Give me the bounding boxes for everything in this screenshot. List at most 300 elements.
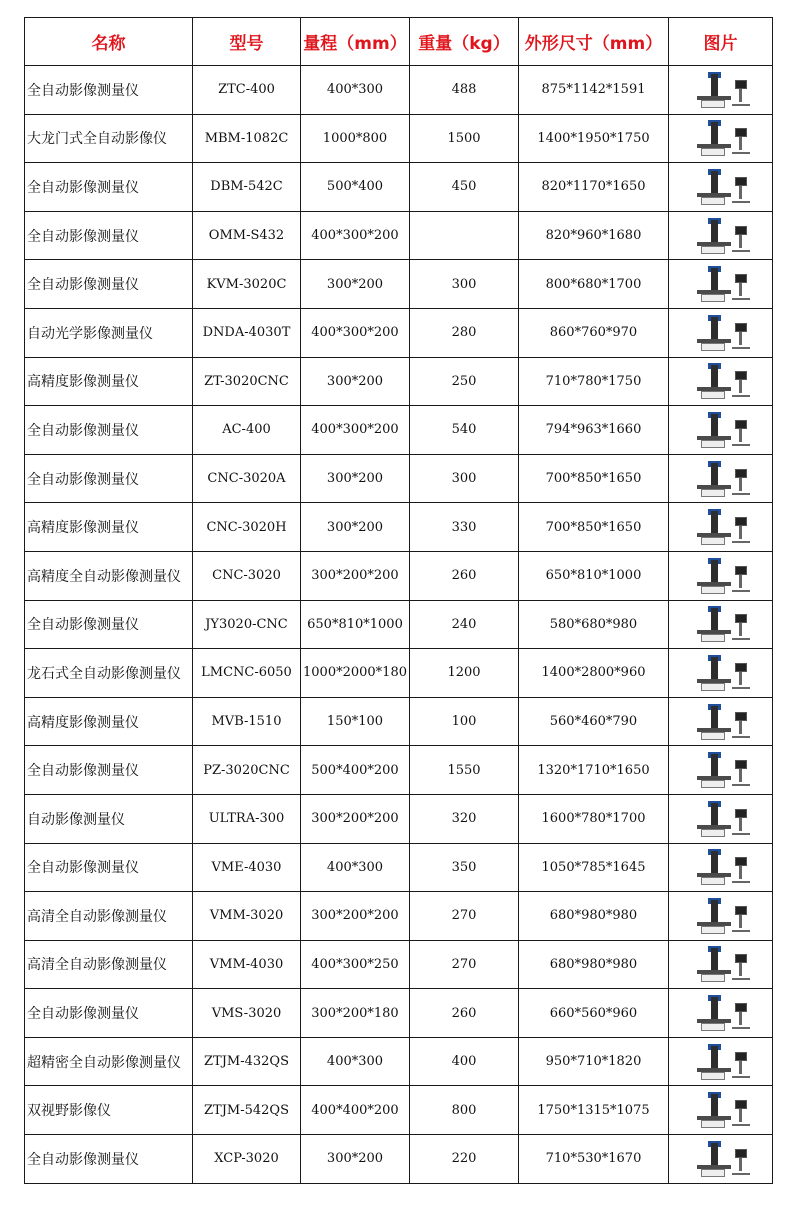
machine-legs <box>732 784 750 786</box>
machine-stand <box>739 235 742 248</box>
product-image-cell <box>669 1037 773 1086</box>
measuring-machine-icon <box>689 1139 753 1179</box>
dimensions: 1320*1710*1650 <box>519 746 669 795</box>
header-model: 型号 <box>193 18 301 66</box>
measuring-range: 300*200 <box>301 503 410 552</box>
machine-column <box>711 317 718 339</box>
machine-monitor <box>735 469 747 478</box>
machine-legs <box>732 590 750 592</box>
product-name: 全自动影像测量仪 <box>25 211 193 260</box>
machine-legs <box>732 736 750 738</box>
dimensions: 1400*1950*1750 <box>519 114 669 163</box>
machine-monitor <box>735 1100 747 1109</box>
machine-body <box>701 1023 725 1031</box>
weight-value: 250 <box>410 357 519 406</box>
measuring-range: 400*300*200 <box>301 308 410 357</box>
model-number: AC-400 <box>193 406 301 455</box>
product-name: 自动影像测量仪 <box>25 794 193 843</box>
machine-legs <box>732 1173 750 1175</box>
product-name: 大龙门式全自动影像仪 <box>25 114 193 163</box>
table-row <box>25 600 773 649</box>
product-name: 全自动影像测量仪 <box>25 600 193 649</box>
measuring-machine-icon <box>689 604 753 644</box>
measuring-machine-icon <box>689 70 753 110</box>
dimensions: 800*680*1700 <box>519 260 669 309</box>
machine-column <box>711 803 718 825</box>
machine-stand <box>739 429 742 442</box>
weight-value: 1200 <box>410 649 519 698</box>
product-image-cell <box>669 406 773 455</box>
model-number: VMM-3020 <box>193 892 301 941</box>
product-image-cell <box>669 211 773 260</box>
machine-monitor <box>735 712 747 721</box>
machine-body <box>701 634 725 642</box>
table-row <box>25 1086 773 1135</box>
machine-monitor <box>735 954 747 963</box>
machine-stand <box>739 623 742 636</box>
measuring-machine-icon <box>689 118 753 158</box>
product-image-cell <box>669 989 773 1038</box>
measuring-machine-icon <box>689 993 753 1033</box>
weight-value <box>410 211 519 260</box>
machine-column <box>711 948 718 970</box>
product-name: 超精密全自动影像测量仪 <box>25 1037 193 1086</box>
measuring-range: 150*100 <box>301 697 410 746</box>
weight-value: 450 <box>410 163 519 212</box>
weight-value: 1500 <box>410 114 519 163</box>
product-name: 高精度影像测量仪 <box>25 357 193 406</box>
table-row <box>25 794 773 843</box>
dimensions: 580*680*980 <box>519 600 669 649</box>
table-body <box>25 66 773 1184</box>
header-size: 外形尺寸（mm） <box>519 18 669 66</box>
machine-column <box>711 900 718 922</box>
machine-body <box>701 1120 725 1128</box>
product-name: 全自动影像测量仪 <box>25 454 193 503</box>
machine-body <box>701 537 725 545</box>
dimensions: 560*460*790 <box>519 697 669 746</box>
measuring-range: 300*200 <box>301 260 410 309</box>
measuring-machine-icon <box>689 167 753 207</box>
measuring-machine-icon <box>689 750 753 790</box>
machine-body <box>701 343 725 351</box>
table-row <box>25 649 773 698</box>
machine-legs <box>732 347 750 349</box>
measuring-machine-icon <box>689 944 753 984</box>
machine-column <box>711 1046 718 1068</box>
machine-monitor <box>735 226 747 235</box>
table-header <box>25 18 773 66</box>
machine-body <box>701 1072 725 1080</box>
dimensions: 820*1170*1650 <box>519 163 669 212</box>
machine-legs <box>732 250 750 252</box>
header-weight: 重量（kg） <box>410 18 519 66</box>
weight-value: 270 <box>410 892 519 941</box>
measuring-machine-icon <box>689 1042 753 1082</box>
machine-column <box>711 463 718 485</box>
machine-legs <box>732 201 750 203</box>
machine-stand <box>739 769 742 782</box>
dimensions: 875*1142*1591 <box>519 66 669 115</box>
measuring-machine-icon <box>689 216 753 256</box>
machine-column <box>711 608 718 630</box>
machine-monitor <box>735 1003 747 1012</box>
model-number: VMS-3020 <box>193 989 301 1038</box>
model-number: ZTJM-432QS <box>193 1037 301 1086</box>
weight-value: 280 <box>410 308 519 357</box>
machine-column <box>711 851 718 873</box>
machine-legs <box>732 1027 750 1029</box>
machine-column <box>711 74 718 96</box>
machine-column <box>711 268 718 290</box>
measuring-range: 300*200 <box>301 454 410 503</box>
product-name: 高精度全自动影像测量仪 <box>25 551 193 600</box>
dimensions: 660*560*960 <box>519 989 669 1038</box>
measuring-range: 500*400 <box>301 163 410 212</box>
product-name: 高精度影像测量仪 <box>25 503 193 552</box>
machine-legs <box>732 298 750 300</box>
measuring-machine-icon <box>689 507 753 547</box>
measuring-machine-icon <box>689 799 753 839</box>
dimensions: 650*810*1000 <box>519 551 669 600</box>
header-row <box>25 18 773 66</box>
table-row <box>25 260 773 309</box>
product-image-cell <box>669 1086 773 1135</box>
measuring-machine-icon <box>689 313 753 353</box>
machine-stand <box>739 526 742 539</box>
measuring-machine-icon <box>689 361 753 401</box>
measuring-range: 300*200*180 <box>301 989 410 1038</box>
product-name: 全自动影像测量仪 <box>25 843 193 892</box>
machine-body <box>701 974 725 982</box>
measuring-range: 300*200 <box>301 1135 410 1184</box>
table-row <box>25 406 773 455</box>
measuring-machine-icon <box>689 556 753 596</box>
table-row <box>25 551 773 600</box>
machine-stand <box>739 915 742 928</box>
dimensions: 820*960*1680 <box>519 211 669 260</box>
model-number: KVM-3020C <box>193 260 301 309</box>
model-number: OMM-S432 <box>193 211 301 260</box>
table-row <box>25 697 773 746</box>
machine-monitor <box>735 517 747 526</box>
product-image-cell <box>669 600 773 649</box>
weight-value: 220 <box>410 1135 519 1184</box>
measuring-range: 650*810*1000 <box>301 600 410 649</box>
machine-stand <box>739 818 742 831</box>
table-row <box>25 211 773 260</box>
measuring-range: 400*300*200 <box>301 211 410 260</box>
product-image-cell <box>669 66 773 115</box>
header-range: 量程（mm） <box>301 18 410 66</box>
model-number: ULTRA-300 <box>193 794 301 843</box>
product-name: 全自动影像测量仪 <box>25 66 193 115</box>
machine-monitor <box>735 1149 747 1158</box>
product-image-cell <box>669 357 773 406</box>
table-row <box>25 357 773 406</box>
model-number: DNDA-4030T <box>193 308 301 357</box>
machine-monitor <box>735 906 747 915</box>
machine-column <box>711 365 718 387</box>
model-number: ZTC-400 <box>193 66 301 115</box>
model-number: ZTJM-542QS <box>193 1086 301 1135</box>
machine-body <box>701 489 725 497</box>
product-name: 双视野影像仪 <box>25 1086 193 1135</box>
model-number: LMCNC-6050 <box>193 649 301 698</box>
product-image-cell <box>669 308 773 357</box>
weight-value: 320 <box>410 794 519 843</box>
model-number: DBM-542C <box>193 163 301 212</box>
machine-body <box>701 294 725 302</box>
machine-stand <box>739 1061 742 1074</box>
product-name: 高清全自动影像测量仪 <box>25 940 193 989</box>
machine-column <box>711 171 718 193</box>
machine-body <box>701 440 725 448</box>
model-number: CNC-3020A <box>193 454 301 503</box>
product-name: 全自动影像测量仪 <box>25 406 193 455</box>
product-name: 全自动影像测量仪 <box>25 1135 193 1184</box>
machine-legs <box>732 541 750 543</box>
dimensions: 1600*780*1700 <box>519 794 669 843</box>
machine-body <box>701 877 725 885</box>
machine-legs <box>732 395 750 397</box>
machine-stand <box>739 89 742 102</box>
dimensions: 1400*2800*960 <box>519 649 669 698</box>
machine-legs <box>732 687 750 689</box>
dimensions: 950*710*1820 <box>519 1037 669 1086</box>
table-row <box>25 940 773 989</box>
dimensions: 680*980*980 <box>519 892 669 941</box>
machine-stand <box>739 478 742 491</box>
machine-legs <box>732 1076 750 1078</box>
dimensions: 860*760*970 <box>519 308 669 357</box>
machine-stand <box>739 380 742 393</box>
dimensions: 710*780*1750 <box>519 357 669 406</box>
product-name: 全自动影像测量仪 <box>25 746 193 795</box>
table-row <box>25 308 773 357</box>
product-name: 全自动影像测量仪 <box>25 989 193 1038</box>
machine-legs <box>732 104 750 106</box>
measuring-machine-icon <box>689 410 753 450</box>
measuring-range: 400*300*250 <box>301 940 410 989</box>
product-name: 自动光学影像测量仪 <box>25 308 193 357</box>
measuring-range: 300*200*200 <box>301 551 410 600</box>
model-number: CNC-3020H <box>193 503 301 552</box>
machine-body <box>701 780 725 788</box>
dimensions: 680*980*980 <box>519 940 669 989</box>
machine-column <box>711 997 718 1019</box>
table-row <box>25 163 773 212</box>
measuring-range: 1000*800 <box>301 114 410 163</box>
machine-body <box>701 246 725 254</box>
machine-legs <box>732 152 750 154</box>
measuring-range: 300*200*200 <box>301 892 410 941</box>
measuring-machine-icon <box>689 459 753 499</box>
machine-monitor <box>735 128 747 137</box>
product-name: 龙石式全自动影像测量仪 <box>25 649 193 698</box>
dimensions: 700*850*1650 <box>519 454 669 503</box>
machine-legs <box>732 1124 750 1126</box>
weight-value: 400 <box>410 1037 519 1086</box>
machine-stand <box>739 137 742 150</box>
product-image-cell <box>669 746 773 795</box>
product-image-cell <box>669 843 773 892</box>
machine-legs <box>732 493 750 495</box>
machine-stand <box>739 332 742 345</box>
table-row <box>25 843 773 892</box>
product-name: 全自动影像测量仪 <box>25 260 193 309</box>
weight-value: 488 <box>410 66 519 115</box>
model-number: CNC-3020 <box>193 551 301 600</box>
product-name: 高精度影像测量仪 <box>25 697 193 746</box>
machine-stand <box>739 672 742 685</box>
measuring-range: 1000*2000*180 <box>301 649 410 698</box>
machine-legs <box>732 444 750 446</box>
machine-legs <box>732 930 750 932</box>
measuring-range: 400*300 <box>301 1037 410 1086</box>
product-image-cell <box>669 892 773 941</box>
weight-value: 350 <box>410 843 519 892</box>
measuring-machine-icon <box>689 264 753 304</box>
machine-monitor <box>735 566 747 575</box>
machine-body <box>701 683 725 691</box>
measuring-range: 400*300 <box>301 843 410 892</box>
model-number: ZT-3020CNC <box>193 357 301 406</box>
model-number: VMM-4030 <box>193 940 301 989</box>
measuring-range: 300*200 <box>301 357 410 406</box>
machine-body <box>701 391 725 399</box>
machine-stand <box>739 1012 742 1025</box>
machine-monitor <box>735 857 747 866</box>
product-image-cell <box>669 163 773 212</box>
machine-column <box>711 414 718 436</box>
table-row <box>25 66 773 115</box>
table-row <box>25 454 773 503</box>
machine-legs <box>732 978 750 980</box>
machine-column <box>711 122 718 144</box>
measuring-range: 400*300 <box>301 66 410 115</box>
machine-legs <box>732 881 750 883</box>
table-row <box>25 989 773 1038</box>
dimensions: 700*850*1650 <box>519 503 669 552</box>
machine-body <box>701 732 725 740</box>
weight-value: 260 <box>410 989 519 1038</box>
weight-value: 800 <box>410 1086 519 1135</box>
machine-stand <box>739 1109 742 1122</box>
machine-stand <box>739 721 742 734</box>
machine-stand <box>739 1158 742 1171</box>
machine-monitor <box>735 420 747 429</box>
model-number: PZ-3020CNC <box>193 746 301 795</box>
measuring-range: 400*400*200 <box>301 1086 410 1135</box>
measuring-range: 500*400*200 <box>301 746 410 795</box>
machine-stand <box>739 866 742 879</box>
product-image-cell <box>669 503 773 552</box>
product-image-cell <box>669 940 773 989</box>
weight-value: 1550 <box>410 746 519 795</box>
model-number: MBM-1082C <box>193 114 301 163</box>
header-name: 名称 <box>25 18 193 66</box>
machine-monitor <box>735 1052 747 1061</box>
measuring-machine-icon <box>689 847 753 887</box>
product-image-cell <box>669 454 773 503</box>
spec-table <box>24 17 773 1184</box>
product-name: 全自动影像测量仪 <box>25 163 193 212</box>
header-image: 图片 <box>669 18 773 66</box>
machine-column <box>711 1143 718 1165</box>
product-image-cell <box>669 260 773 309</box>
measuring-range: 400*300*200 <box>301 406 410 455</box>
machine-column <box>711 1094 718 1116</box>
machine-monitor <box>735 177 747 186</box>
weight-value: 270 <box>410 940 519 989</box>
weight-value: 300 <box>410 260 519 309</box>
weight-value: 260 <box>410 551 519 600</box>
weight-value: 330 <box>410 503 519 552</box>
machine-stand <box>739 186 742 199</box>
table-row <box>25 1135 773 1184</box>
model-number: JY3020-CNC <box>193 600 301 649</box>
machine-monitor <box>735 614 747 623</box>
machine-monitor <box>735 80 747 89</box>
weight-value: 300 <box>410 454 519 503</box>
machine-body <box>701 926 725 934</box>
table-row <box>25 114 773 163</box>
measuring-machine-icon <box>689 653 753 693</box>
product-image-cell <box>669 1135 773 1184</box>
measuring-machine-icon <box>689 1090 753 1130</box>
product-image-cell <box>669 794 773 843</box>
table-row <box>25 503 773 552</box>
machine-body <box>701 829 725 837</box>
machine-monitor <box>735 760 747 769</box>
machine-stand <box>739 963 742 976</box>
product-image-cell <box>669 649 773 698</box>
weight-value: 100 <box>410 697 519 746</box>
machine-stand <box>739 283 742 296</box>
table-row <box>25 892 773 941</box>
machine-monitor <box>735 274 747 283</box>
dimensions: 1750*1315*1075 <box>519 1086 669 1135</box>
measuring-range: 300*200*200 <box>301 794 410 843</box>
machine-legs <box>732 638 750 640</box>
machine-legs <box>732 833 750 835</box>
measuring-machine-icon <box>689 896 753 936</box>
machine-monitor <box>735 809 747 818</box>
dimensions: 1050*785*1645 <box>519 843 669 892</box>
machine-column <box>711 220 718 242</box>
machine-body <box>701 586 725 594</box>
machine-column <box>711 706 718 728</box>
table-row <box>25 746 773 795</box>
machine-monitor <box>735 663 747 672</box>
measuring-machine-icon <box>689 702 753 742</box>
machine-stand <box>739 575 742 588</box>
product-image-cell <box>669 551 773 600</box>
product-name: 高清全自动影像测量仪 <box>25 892 193 941</box>
machine-body <box>701 148 725 156</box>
machine-column <box>711 754 718 776</box>
machine-column <box>711 560 718 582</box>
dimensions: 710*530*1670 <box>519 1135 669 1184</box>
machine-column <box>711 511 718 533</box>
machine-monitor <box>735 323 747 332</box>
product-image-cell <box>669 114 773 163</box>
machine-body <box>701 197 725 205</box>
table-row <box>25 1037 773 1086</box>
product-image-cell <box>669 697 773 746</box>
weight-value: 540 <box>410 406 519 455</box>
